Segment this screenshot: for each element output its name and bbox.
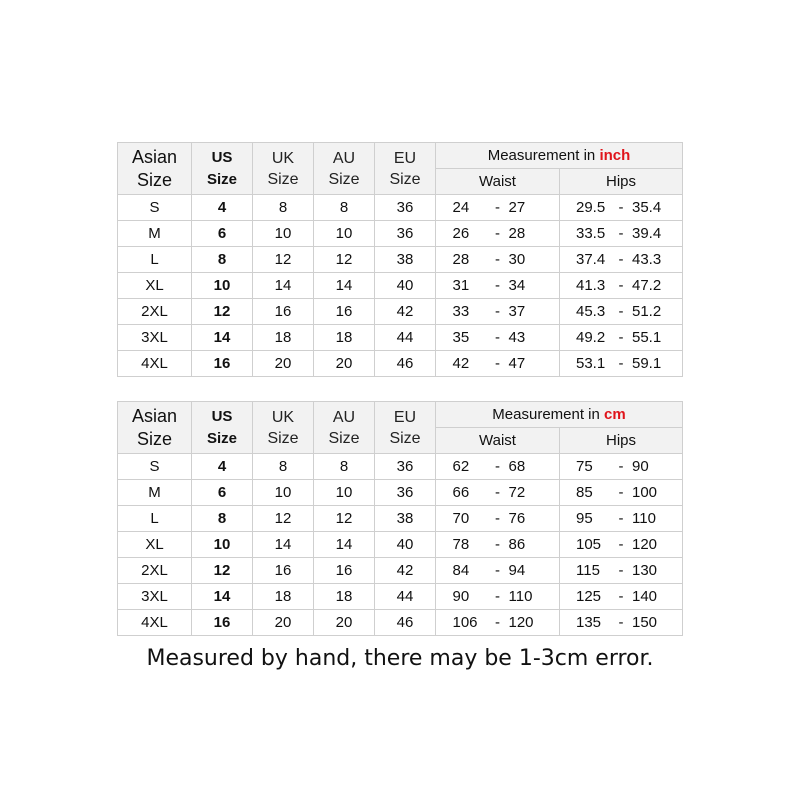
cell-eu-size: 38 [375, 506, 436, 532]
cell-us-size: 6 [192, 480, 253, 506]
cell-us-size: 4 [192, 454, 253, 480]
waist-range [453, 510, 543, 527]
waist-max: 94 [508, 562, 526, 579]
waist-min: 26 [452, 225, 470, 242]
hips-max: 55.1 [632, 329, 662, 346]
header-uk-size [253, 402, 314, 454]
range-separator: - [618, 225, 624, 242]
header-waist: Waist [436, 169, 560, 195]
cell-asian-size: 2XL [118, 558, 192, 584]
cell-hips-range [560, 584, 683, 610]
hips-range [576, 303, 666, 320]
cell-hips-range [560, 325, 683, 351]
header-us-size-label: Size [206, 429, 237, 447]
cell-waist-range [436, 558, 560, 584]
table-row [118, 480, 683, 506]
cell-asian-size: L [118, 506, 192, 532]
waist-min: 70 [452, 510, 470, 527]
hips-min: 75 [576, 458, 593, 475]
cell-uk-size: 16 [253, 299, 314, 325]
cell-uk-size: 14 [253, 273, 314, 299]
cell-us-size: 16 [192, 351, 253, 377]
waist-min: 62 [452, 458, 470, 475]
header-uk-size-label: Size [267, 170, 299, 188]
range-separator: - [495, 458, 500, 475]
hips-max: 120 [632, 536, 658, 553]
header-asian-size-label: Size [136, 169, 172, 190]
waist-max: 68 [508, 458, 526, 475]
cell-au-size: 20 [314, 610, 375, 636]
header-us-label: US [211, 407, 233, 425]
cell-waist-range [436, 273, 560, 299]
cell-uk-size: 8 [253, 195, 314, 221]
header-hips: Hips [560, 169, 683, 195]
cell-eu-size: 42 [375, 299, 436, 325]
cell-hips-range [560, 221, 683, 247]
hips-range [576, 484, 666, 501]
cell-uk-size: 8 [253, 454, 314, 480]
cell-waist-range [436, 351, 560, 377]
hips-range [576, 199, 666, 216]
cell-waist-range [436, 584, 560, 610]
cell-waist-range [436, 454, 560, 480]
range-separator: - [495, 251, 500, 268]
header-eu-size-label: Size [389, 429, 421, 447]
cell-waist-range [436, 325, 560, 351]
cell-hips-range [560, 247, 683, 273]
cell-eu-size: 36 [375, 454, 436, 480]
range-separator: - [618, 562, 624, 579]
cell-hips-range [560, 532, 683, 558]
hips-min: 41.3 [576, 277, 606, 294]
header-row [118, 402, 683, 428]
hips-range [576, 562, 666, 579]
waist-range [453, 329, 543, 346]
waist-range [453, 355, 543, 372]
table-row [118, 221, 683, 247]
waist-range [453, 199, 543, 216]
range-separator: - [618, 199, 624, 216]
cell-us-size: 8 [192, 247, 253, 273]
header-au-size [314, 143, 375, 195]
cell-uk-size: 20 [253, 351, 314, 377]
cm-table-body [118, 454, 683, 636]
range-separator: - [495, 510, 500, 527]
waist-max: 28 [508, 225, 526, 242]
range-separator: - [495, 199, 500, 216]
header-row [118, 143, 683, 169]
cell-hips-range [560, 506, 683, 532]
cell-au-size: 10 [314, 480, 375, 506]
cell-asian-size: M [118, 480, 192, 506]
header-eu-size [375, 143, 436, 195]
cell-au-size: 8 [314, 454, 375, 480]
header-us-label: US [211, 148, 233, 166]
hips-max: 51.2 [632, 303, 662, 320]
cell-us-size: 10 [192, 273, 253, 299]
hips-range [576, 588, 666, 605]
range-separator: - [495, 614, 500, 631]
waist-min: 66 [452, 484, 470, 501]
waist-min: 31 [452, 277, 470, 294]
hips-range [576, 355, 666, 372]
cell-uk-size: 18 [253, 325, 314, 351]
range-separator: - [618, 355, 624, 372]
hips-max: 39.4 [632, 225, 662, 242]
cell-us-size: 16 [192, 610, 253, 636]
cell-eu-size: 40 [375, 532, 436, 558]
cell-asian-size: XL [118, 532, 192, 558]
table-row [118, 454, 683, 480]
header-us-size-label: Size [206, 170, 237, 188]
header-au-size-label: Size [328, 429, 360, 447]
table-row [118, 584, 683, 610]
waist-range [453, 458, 543, 475]
cell-hips-range [560, 610, 683, 636]
inch-table-body [118, 195, 683, 377]
hips-min: 53.1 [576, 355, 606, 372]
waist-max: 43 [508, 329, 526, 346]
header-asian-size-label: Size [136, 428, 172, 449]
cell-asian-size: 3XL [118, 325, 192, 351]
waist-range [453, 225, 543, 242]
cell-asian-size: XL [118, 273, 192, 299]
cell-uk-size: 20 [253, 610, 314, 636]
waist-range [453, 251, 543, 268]
cell-hips-range [560, 299, 683, 325]
cell-asian-size: 4XL [118, 351, 192, 377]
waist-max: 37 [508, 303, 526, 320]
table-row [118, 325, 683, 351]
hips-min: 95 [576, 510, 593, 527]
table-row [118, 273, 683, 299]
measurement-unit: cm [604, 406, 626, 423]
waist-min: 33 [452, 303, 470, 320]
range-separator: - [495, 225, 500, 242]
cell-au-size: 18 [314, 325, 375, 351]
hips-min: 37.4 [576, 251, 606, 268]
range-separator: - [618, 536, 624, 553]
header-us-size [192, 143, 253, 195]
waist-min: 24 [452, 199, 470, 216]
header-us-size [192, 402, 253, 454]
range-separator: - [618, 329, 624, 346]
cell-waist-range [436, 610, 560, 636]
hips-min: 115 [576, 562, 600, 579]
range-separator: - [618, 277, 624, 294]
range-separator: - [495, 536, 500, 553]
cell-uk-size: 12 [253, 506, 314, 532]
hips-max: 35.4 [632, 199, 662, 216]
waist-range [453, 536, 543, 553]
hips-range [576, 536, 666, 553]
cell-au-size: 20 [314, 351, 375, 377]
cell-hips-range [560, 480, 683, 506]
cell-au-size: 8 [314, 195, 375, 221]
waist-range [453, 277, 543, 294]
waist-min: 35 [452, 329, 470, 346]
cell-uk-size: 12 [253, 247, 314, 273]
range-separator: - [618, 458, 624, 475]
hips-min: 29.5 [576, 199, 606, 216]
hips-range [576, 458, 666, 475]
cell-waist-range [436, 506, 560, 532]
cell-asian-size: 2XL [118, 299, 192, 325]
table-row [118, 610, 683, 636]
cell-asian-size: 3XL [118, 584, 192, 610]
hips-max: 43.3 [632, 251, 662, 268]
cell-asian-size: S [118, 195, 192, 221]
cell-au-size: 18 [314, 584, 375, 610]
range-separator: - [495, 355, 500, 372]
cell-eu-size: 46 [375, 351, 436, 377]
hips-range [576, 225, 666, 242]
measurement-note: Measured by hand, there may be 1-3cm error. [146, 646, 654, 671]
cell-eu-size: 40 [375, 273, 436, 299]
cell-eu-size: 42 [375, 558, 436, 584]
table-row [118, 506, 683, 532]
waist-range [453, 588, 543, 605]
cell-asian-size: 4XL [118, 610, 192, 636]
cell-hips-range [560, 351, 683, 377]
waist-min: 78 [452, 536, 470, 553]
cell-waist-range [436, 532, 560, 558]
hips-min: 105 [576, 536, 602, 553]
range-separator: - [618, 588, 624, 605]
waist-max: 34 [508, 277, 526, 294]
hips-min: 85 [576, 484, 593, 501]
hips-min: 33.5 [576, 225, 606, 242]
header-eu-size [375, 402, 436, 454]
cell-us-size: 10 [192, 532, 253, 558]
hips-min: 49.2 [576, 329, 606, 346]
cell-waist-range [436, 480, 560, 506]
hips-max: 59.1 [632, 355, 662, 372]
waist-max: 110 [508, 588, 533, 605]
hips-range [576, 251, 666, 268]
cell-hips-range [560, 273, 683, 299]
range-separator: - [495, 303, 500, 320]
cell-waist-range [436, 195, 560, 221]
header-asian-size [118, 402, 192, 454]
header-asian-label: Asian [131, 146, 178, 167]
cell-au-size: 14 [314, 273, 375, 299]
hips-max: 90 [632, 458, 649, 475]
hips-range [576, 614, 666, 631]
hips-range [576, 510, 666, 527]
table-row [118, 532, 683, 558]
header-measurement [436, 402, 683, 428]
header-asian-label: Asian [131, 405, 178, 426]
cell-au-size: 10 [314, 221, 375, 247]
cell-hips-range [560, 195, 683, 221]
cell-uk-size: 18 [253, 584, 314, 610]
cell-au-size: 16 [314, 299, 375, 325]
waist-min: 84 [452, 562, 470, 579]
table-row [118, 195, 683, 221]
cell-waist-range [436, 247, 560, 273]
range-separator: - [495, 484, 500, 501]
table-row [118, 558, 683, 584]
cell-uk-size: 10 [253, 480, 314, 506]
cell-waist-range [436, 299, 560, 325]
range-separator: - [618, 251, 624, 268]
waist-range [453, 562, 543, 579]
waist-range [453, 303, 543, 320]
cell-us-size: 14 [192, 325, 253, 351]
hips-range [576, 277, 666, 294]
header-uk-label: UK [271, 149, 295, 167]
cell-uk-size: 14 [253, 532, 314, 558]
hips-range [576, 329, 666, 346]
waist-min: 42 [452, 355, 470, 372]
header-au-label: AU [332, 408, 356, 426]
header-au-size [314, 402, 375, 454]
cell-asian-size: L [118, 247, 192, 273]
cell-us-size: 4 [192, 195, 253, 221]
cell-au-size: 16 [314, 558, 375, 584]
cell-eu-size: 36 [375, 195, 436, 221]
header-uk-size-label: Size [267, 429, 299, 447]
waist-min: 106 [452, 614, 478, 631]
range-separator: - [495, 562, 500, 579]
size-chart-inch [117, 142, 683, 377]
hips-min: 45.3 [576, 303, 606, 320]
table-row [118, 351, 683, 377]
cell-hips-range [560, 454, 683, 480]
waist-min: 90 [452, 588, 470, 605]
range-separator: - [495, 277, 500, 294]
waist-max: 47 [508, 355, 526, 372]
hips-max: 100 [632, 484, 658, 501]
measurement-prefix: Measurement in [492, 406, 600, 423]
range-separator: - [618, 614, 624, 631]
hips-max: 47.2 [632, 277, 662, 294]
range-separator: - [495, 329, 500, 346]
cell-hips-range [560, 558, 683, 584]
header-measurement [436, 143, 683, 169]
header-asian-size [118, 143, 192, 195]
hips-max: 140 [632, 588, 658, 605]
cell-uk-size: 10 [253, 221, 314, 247]
cell-eu-size: 36 [375, 480, 436, 506]
cell-eu-size: 46 [375, 610, 436, 636]
range-separator: - [618, 484, 624, 501]
hips-max: 150 [632, 614, 658, 631]
header-eu-size-label: Size [389, 170, 421, 188]
waist-max: 30 [508, 251, 526, 268]
header-au-label: AU [332, 149, 356, 167]
cell-us-size: 14 [192, 584, 253, 610]
cell-asian-size: S [118, 454, 192, 480]
measurement-unit: inch [599, 147, 631, 164]
table-row [118, 247, 683, 273]
waist-min: 28 [452, 251, 470, 268]
cell-eu-size: 44 [375, 584, 436, 610]
cell-au-size: 12 [314, 506, 375, 532]
header-hips: Hips [560, 428, 683, 454]
size-chart-cm [117, 401, 683, 636]
cell-au-size: 14 [314, 532, 375, 558]
cell-us-size: 6 [192, 221, 253, 247]
cell-uk-size: 16 [253, 558, 314, 584]
header-uk-size [253, 143, 314, 195]
range-separator: - [618, 510, 624, 527]
waist-range [453, 484, 543, 501]
range-separator: - [618, 303, 624, 320]
header-uk-label: UK [271, 408, 295, 426]
header-waist: Waist [436, 428, 560, 454]
hips-max: 110 [632, 510, 656, 527]
header-au-size-label: Size [328, 170, 360, 188]
waist-max: 27 [508, 199, 526, 216]
waist-max: 76 [508, 510, 526, 527]
cell-eu-size: 36 [375, 221, 436, 247]
hips-max: 130 [632, 562, 658, 579]
cell-eu-size: 44 [375, 325, 436, 351]
header-eu-label: EU [393, 408, 417, 426]
hips-min: 135 [576, 614, 602, 631]
cell-us-size: 12 [192, 558, 253, 584]
header-eu-label: EU [393, 149, 417, 167]
hips-min: 125 [576, 588, 602, 605]
table-row [118, 299, 683, 325]
cell-asian-size: M [118, 221, 192, 247]
cell-us-size: 12 [192, 299, 253, 325]
cell-waist-range [436, 221, 560, 247]
cell-au-size: 12 [314, 247, 375, 273]
cell-eu-size: 38 [375, 247, 436, 273]
waist-max: 86 [508, 536, 526, 553]
waist-max: 120 [508, 614, 534, 631]
measurement-prefix: Measurement in [487, 147, 596, 164]
waist-range [453, 614, 543, 631]
waist-max: 72 [508, 484, 526, 501]
cell-us-size: 8 [192, 506, 253, 532]
range-separator: - [495, 588, 500, 605]
